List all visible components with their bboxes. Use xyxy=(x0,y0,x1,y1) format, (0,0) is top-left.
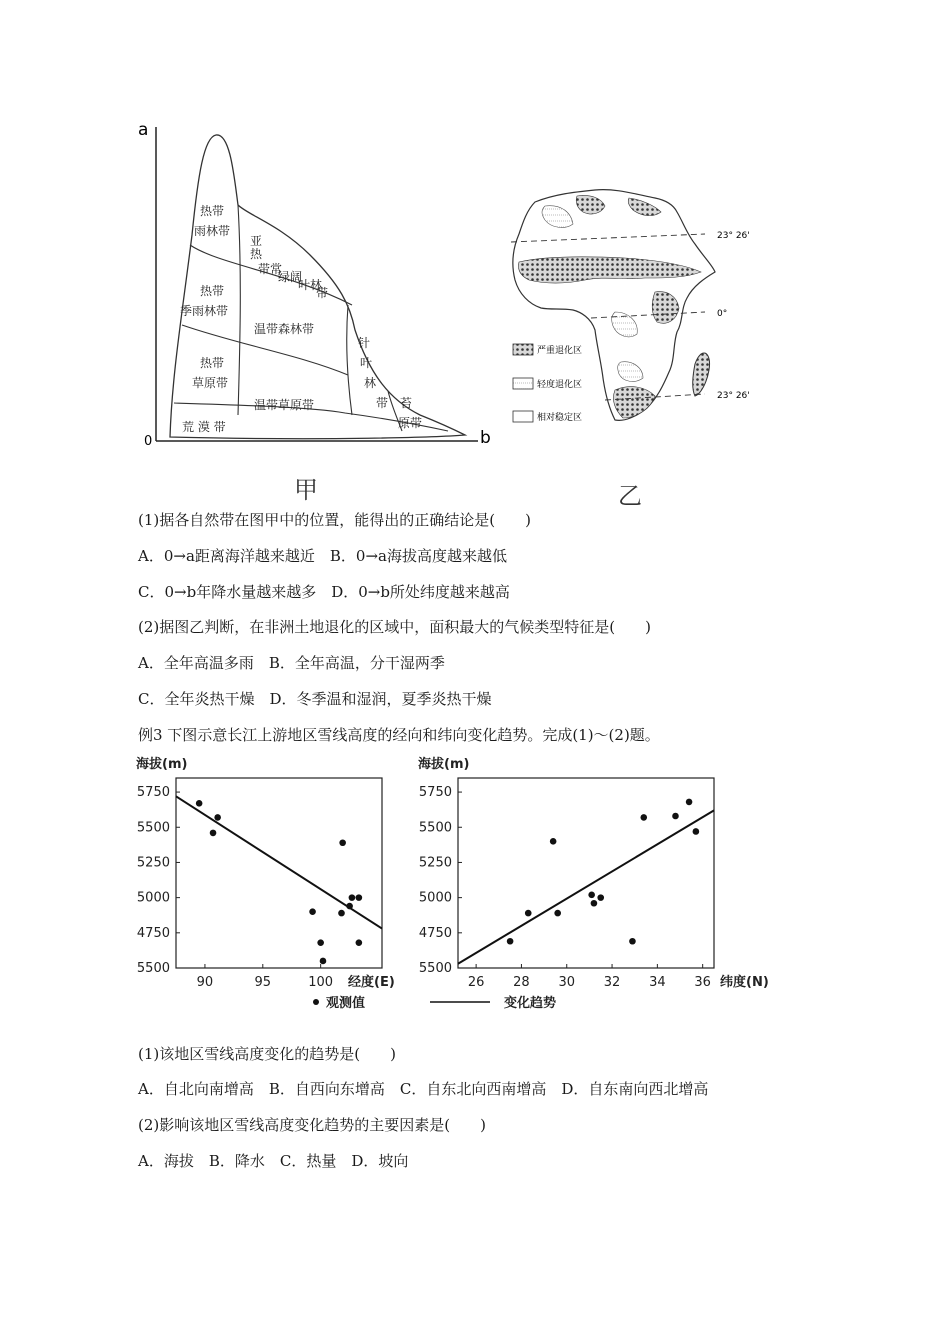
chart2-xlabel: 纬度(N) xyxy=(720,975,769,990)
figure-yi-map xyxy=(505,182,775,452)
chart1-point xyxy=(338,910,345,917)
jia-zone-subtrop-4: 绿阔 xyxy=(278,270,303,284)
chart2-point xyxy=(550,838,557,845)
chart1-ytick-label: 4750 xyxy=(136,925,170,941)
jia-zone-subtrop-1: 亚 xyxy=(250,234,263,248)
chart2-ytick-label: 5000 xyxy=(418,890,452,906)
jia-zone-temperate-grass: 温带草原带 xyxy=(254,398,315,412)
jia-origin: 0 xyxy=(144,434,153,449)
jia-zone-temperate-forest: 温带森林带 xyxy=(254,322,315,336)
chart2-xtick-label: 30 xyxy=(558,975,576,990)
chart2-xtick-label: 36 xyxy=(694,975,711,990)
lat-equator-label: 0° xyxy=(717,309,728,319)
chart1-point xyxy=(356,894,363,901)
jia-zone-rainforest-2: 雨林带 xyxy=(194,224,231,238)
jia-zone-conifer-4: 带 xyxy=(376,396,389,410)
chart1-ytick-label: 5000 xyxy=(136,890,170,906)
chart2-point xyxy=(597,894,604,901)
jia-zone-tundra-2: 原带 xyxy=(398,416,423,430)
lat-north-label: 23° 26' xyxy=(717,231,750,241)
legend-observed-marker xyxy=(313,999,319,1005)
ex3-q1-stem: (1)该地区雪线高度变化的趋势是( ) xyxy=(138,1045,396,1063)
q1-options-ab: A．0→a距离海洋越来越近 B．0→a海拔高度越来越低 xyxy=(138,547,507,565)
jia-divider-5 xyxy=(347,305,352,415)
legend-severe-swatch xyxy=(513,344,533,355)
chart1-ytick-label: 5250 xyxy=(136,855,170,871)
chart1-point xyxy=(356,939,363,946)
chart1-point xyxy=(210,830,217,837)
figure-jia-caption: 甲 xyxy=(294,476,318,504)
chart1-point xyxy=(214,814,221,821)
chart1-ylabel: 海拔(m) xyxy=(136,757,188,772)
ex3-q2-options: A．海拔 B．降水 C．热量 D．坡向 xyxy=(138,1152,409,1170)
chart2-ytick-label: 5500 xyxy=(418,820,452,836)
chart1-point xyxy=(339,839,346,846)
ex3-q1-options: A．自北向南增高 B．自西向东增高 C．自东北向西南增高 D．自东南向西北增高 xyxy=(138,1080,709,1098)
example3-intro: 例3 下图示意长江上游地区雪线高度的经向和纬向变化趋势。完成(1)～(2)题。 xyxy=(138,726,660,744)
chart1-point xyxy=(309,908,316,915)
lat-south-label: 23° 26' xyxy=(717,391,750,401)
madagascar xyxy=(693,353,710,396)
chart2-ylabel: 海拔(m) xyxy=(418,757,470,772)
jia-zone-conifer-2: 叶 xyxy=(360,356,373,370)
chart1-point xyxy=(196,800,203,807)
chart2-point xyxy=(693,828,700,835)
jia-zone-rainforest-1: 热带 xyxy=(200,204,225,218)
jia-zone-grassland-1: 热带 xyxy=(200,356,225,370)
chart1-point xyxy=(320,958,327,965)
chart1-point xyxy=(349,894,356,901)
chart2-point xyxy=(686,799,693,806)
chart2-ytick-label: 5500 xyxy=(418,961,452,976)
legend-mild-label: 轻度退化区 xyxy=(537,380,583,390)
chart1-xtick-label: 100 xyxy=(308,975,334,990)
chart1-point xyxy=(346,903,353,910)
jia-zone-desert: 荒 漠 带 xyxy=(182,420,226,434)
q1-options-cd: C．0→b年降水量越来越多 D．0→b所处纬度越来越高 xyxy=(138,583,510,601)
chart2-xtick-label: 28 xyxy=(513,975,530,990)
chart1-xlabel: 经度(E) xyxy=(348,975,395,990)
legend-stable-swatch xyxy=(513,411,533,422)
chart2-ytick-label: 4750 xyxy=(418,925,452,941)
jia-axis-b: b xyxy=(480,428,491,448)
jia-zone-subtrop-2: 热 xyxy=(250,247,263,261)
legend-stable-label: 相对稳定区 xyxy=(537,413,583,423)
chart2-point xyxy=(507,938,514,945)
chart1-ytick-label: 5500 xyxy=(136,961,170,976)
jia-zone-tundra-1: 苔 xyxy=(400,396,413,410)
chart2-point xyxy=(629,938,636,945)
chart2-frame xyxy=(458,778,714,968)
figure-jia-diagram xyxy=(130,115,500,455)
chart2-xtick-label: 34 xyxy=(649,975,666,990)
chart2-xtick-label: 32 xyxy=(603,975,621,990)
legend-trend-label: 变化趋势 xyxy=(504,996,557,1011)
chart1-xtick-label: 90 xyxy=(196,975,214,990)
ex3-q2-stem: (2)影响该地区雪线高度变化趋势的主要因素是( ) xyxy=(138,1116,486,1134)
jia-zone-grassland-2: 草原带 xyxy=(192,376,229,390)
chart1-frame xyxy=(176,778,382,968)
jia-divider-1 xyxy=(238,205,240,415)
q2-options-ab: A．全年高温多雨 B．全年高温，分干湿两季 xyxy=(138,654,445,672)
q2-options-cd: C．全年炎热干燥 D．冬季温和湿润，夏季炎热干燥 xyxy=(138,690,492,708)
chart2-ytick-label: 5250 xyxy=(418,855,452,871)
chart2-xtick-label: 26 xyxy=(467,975,485,990)
jia-axis-a: a xyxy=(138,120,149,140)
jia-zone-subtrop-3: 带常 xyxy=(258,262,283,276)
jia-zone-subtrop-6: 带 xyxy=(316,286,329,300)
legend-severe-label: 严重退化区 xyxy=(537,346,583,356)
severe-region-south xyxy=(613,387,655,418)
q1-stem: (1)据各自然带在图甲中的位置，能得出的正确结论是( ) xyxy=(138,511,531,529)
legend-observed-label: 观测值 xyxy=(326,996,366,1011)
snowline-charts xyxy=(130,752,769,1020)
chart2-point xyxy=(554,910,561,917)
chart2-point xyxy=(588,892,595,899)
chart2-point xyxy=(672,813,679,820)
jia-zone-monsoon-1: 热带 xyxy=(200,284,225,298)
jia-zone-monsoon-2: 季雨林带 xyxy=(180,304,229,318)
chart2-point xyxy=(640,814,647,821)
chart1-ytick-label: 5500 xyxy=(136,820,170,836)
chart2-point xyxy=(591,900,598,907)
jia-zone-conifer-3: 林 xyxy=(364,376,377,390)
chart2-ytick-label: 5750 xyxy=(418,785,452,801)
chart1-xtick-label: 95 xyxy=(254,975,272,990)
chart2-point xyxy=(525,910,532,917)
figure-yi-caption: 乙 xyxy=(618,482,642,510)
legend-mild-swatch xyxy=(513,378,533,389)
q2-stem: (2)据图乙判断，在非洲土地退化的区域中，面积最大的气候类型特征是( ) xyxy=(138,618,651,636)
jia-zone-subtrop-5: 叶林 xyxy=(298,278,323,292)
chart1-ytick-label: 5750 xyxy=(136,785,170,801)
chart2-trend-line xyxy=(458,810,714,963)
jia-zone-conifer-1: 针 xyxy=(358,336,371,350)
chart1-point xyxy=(317,939,324,946)
